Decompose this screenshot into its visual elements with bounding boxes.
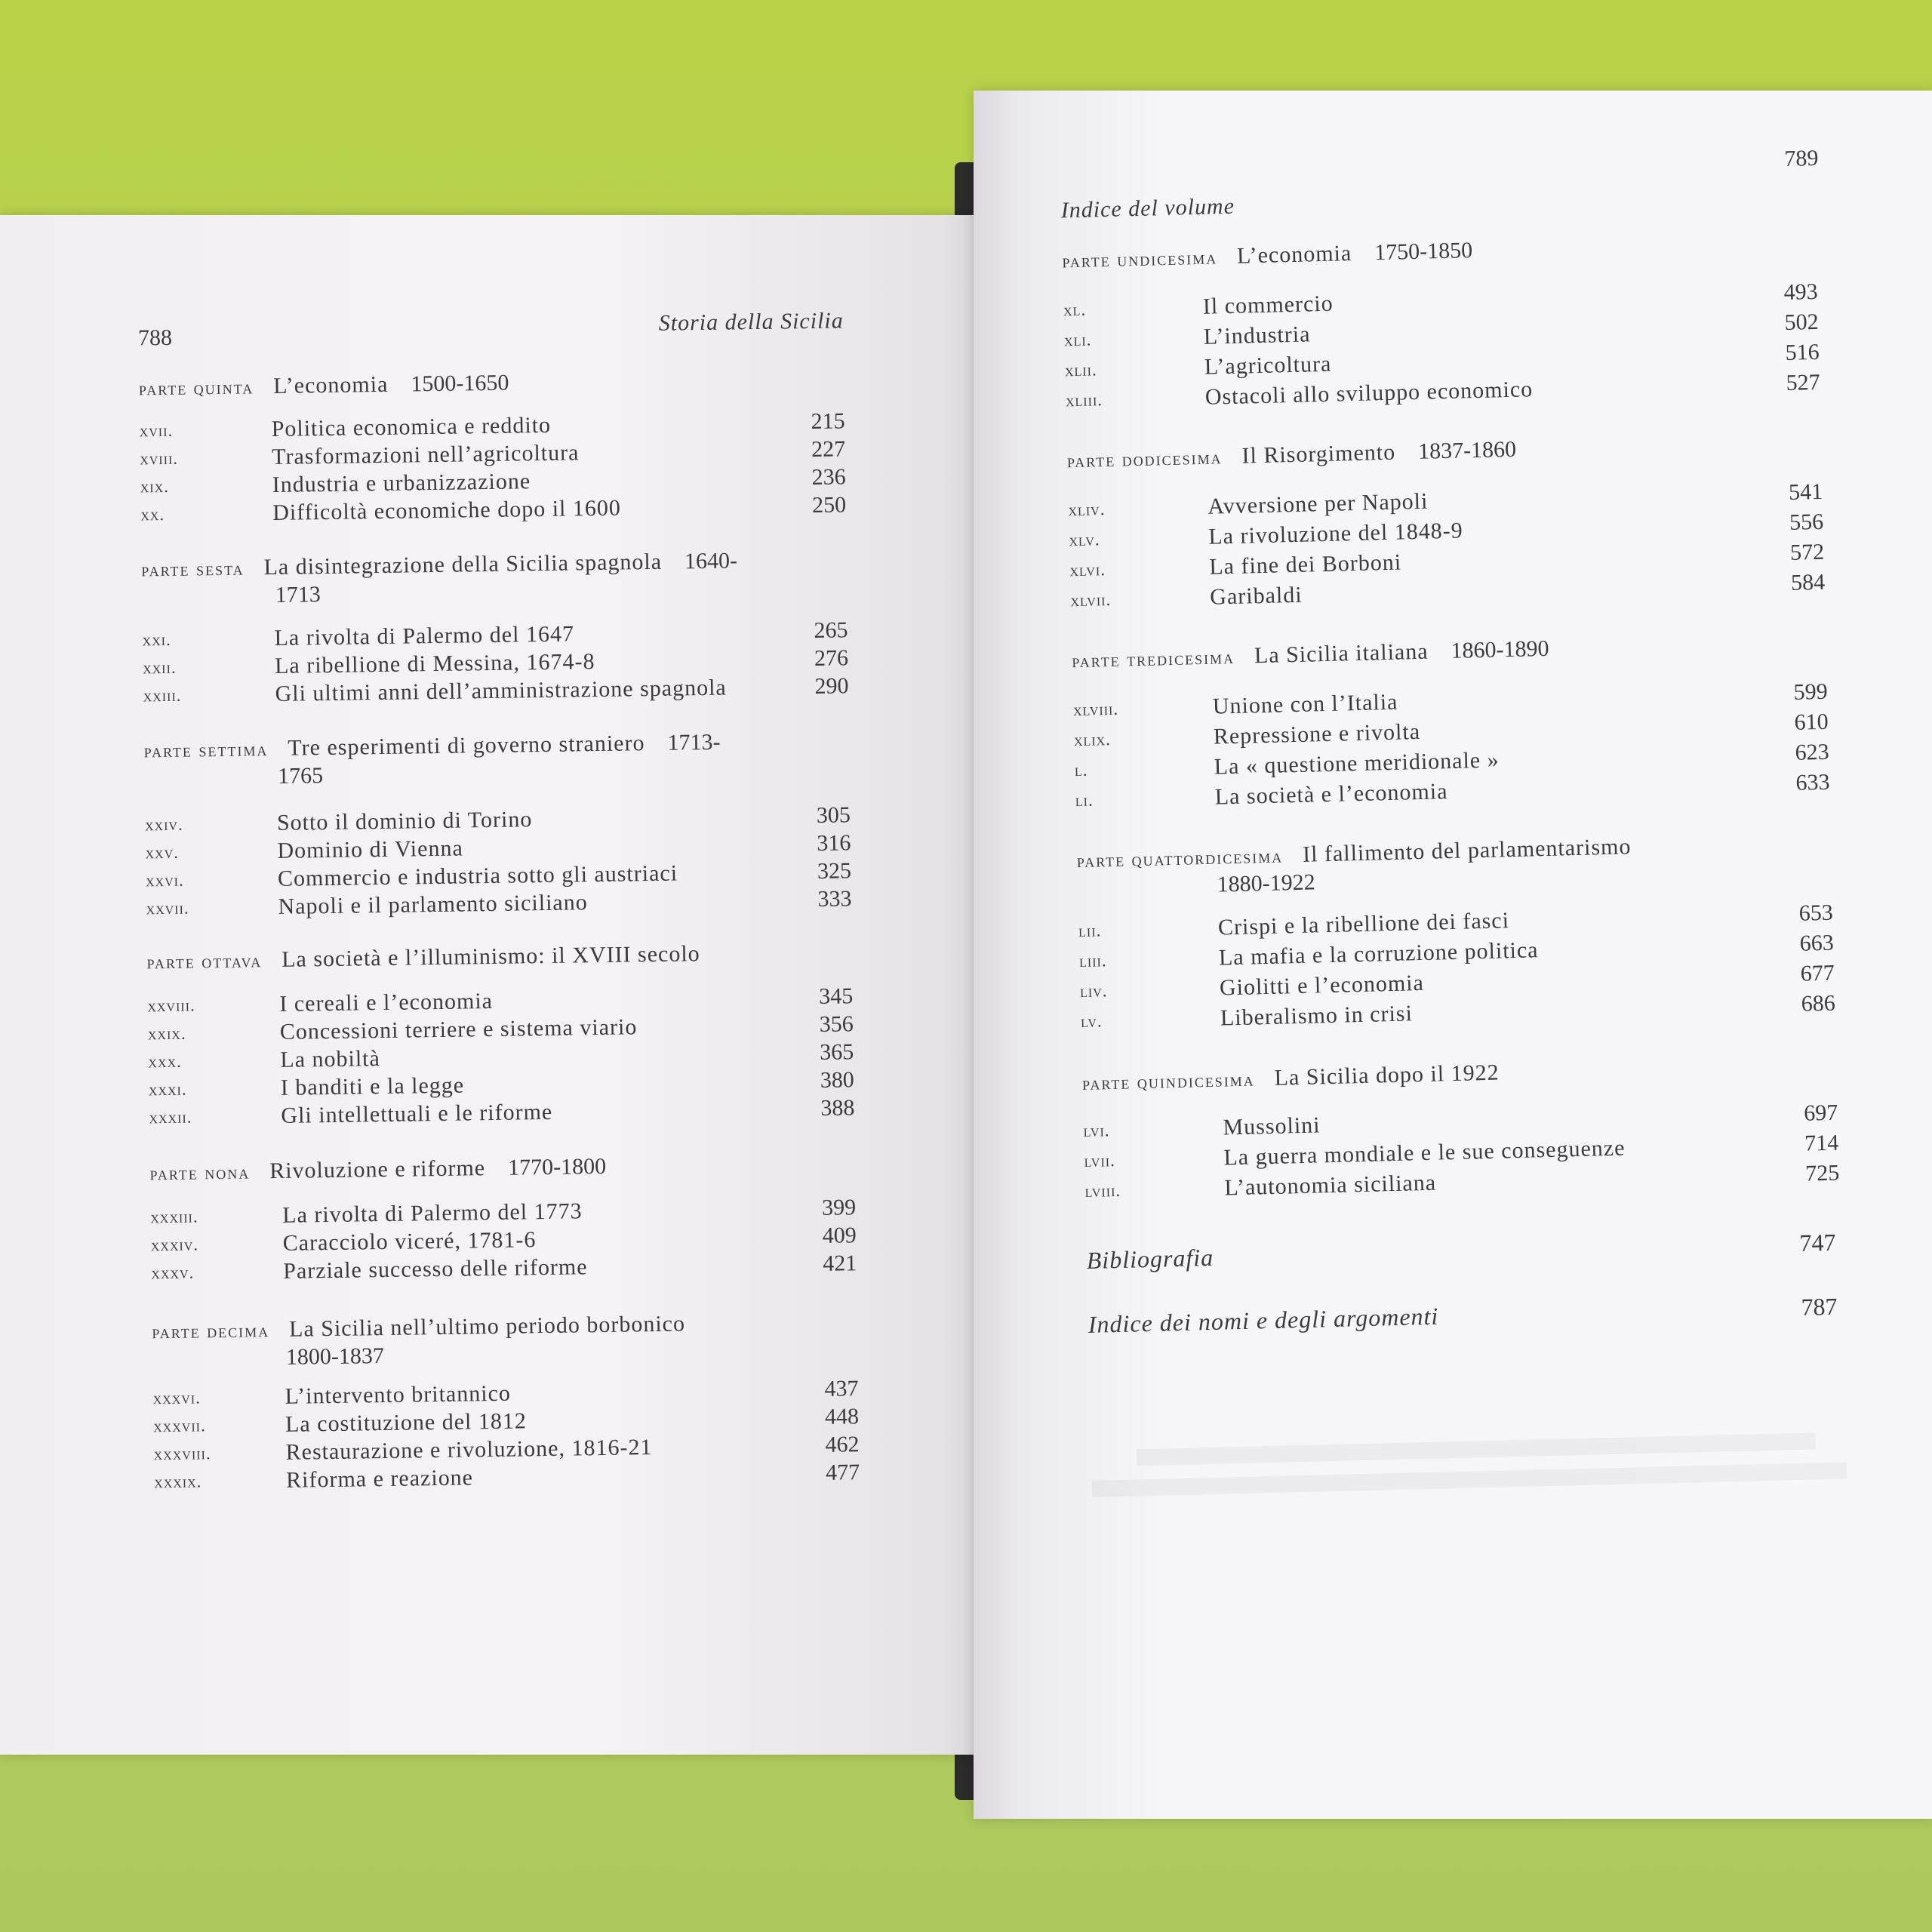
part-title: La Sicilia italiana	[1254, 638, 1429, 669]
part-title: Tre esperimenti di governo straniero	[288, 731, 645, 761]
part-label: parte quindicesima	[1081, 1068, 1256, 1095]
chapter-page: 356	[819, 1011, 854, 1037]
chapter-number: liv.	[1079, 981, 1108, 1001]
chapter-title: Repressione e rivolta	[1213, 718, 1421, 749]
part-label: parte undicesima	[1062, 246, 1218, 272]
chapter-page: 686	[1801, 990, 1836, 1017]
chapter-title: Napoli e il parlamento siciliano	[278, 890, 588, 919]
chapter-title: Crispi e la ribellione dei fasci	[1217, 908, 1510, 940]
chapter-page: 633	[1795, 769, 1830, 795]
chapter-number: xxxvii.	[152, 1416, 206, 1436]
part-dates-continued: 1713	[275, 582, 321, 608]
chapter-title: Ostacoli allo sviluppo economico	[1204, 377, 1534, 410]
chapter-page: 448	[824, 1404, 860, 1429]
part-title: Rivoluzione e riforme	[269, 1155, 486, 1184]
chapter-title: Industria e urbanizzazione	[272, 469, 531, 497]
chapter-title: La ribellione di Messina, 1674-8	[274, 649, 595, 678]
chapter-page: 572	[1789, 539, 1825, 565]
chapter-number: xxxv.	[151, 1263, 195, 1283]
part-title: La società e l’illuminismo: il XVIII secolo	[281, 941, 700, 972]
chapter-number: xvii.	[139, 420, 174, 441]
chapter-number: lviii.	[1084, 1180, 1121, 1201]
part-dates-continued: 1880-1922	[1217, 869, 1316, 897]
chapter-title: I banditi e la legge	[280, 1072, 465, 1100]
chapter-number: xxx.	[148, 1051, 182, 1072]
part-label: parte settima	[143, 738, 269, 762]
chapter-title: La rivoluzione del 1848-9	[1208, 518, 1464, 549]
chapter-page: 399	[821, 1195, 857, 1220]
part-heading	[149, 1149, 859, 1187]
part-title: La Sicilia nell’ultimo periodo borbonico	[288, 1311, 686, 1342]
part-title: L’economia	[1236, 240, 1352, 269]
part-dates: 1640-	[684, 548, 738, 574]
part-dates: 1750-1850	[1374, 238, 1473, 266]
chapter-number: xxvi.	[145, 870, 184, 891]
chapter-title: Commercio e industria sotto gli austriaci	[277, 860, 678, 891]
chapter-title: Gli intellettuali e le riforme	[281, 1099, 553, 1128]
part-heading	[1076, 829, 1832, 902]
part-dates-continued: 1765	[277, 763, 324, 789]
part-title: Il Risorgimento	[1241, 439, 1396, 469]
chapter-title: La costituzione del 1812	[285, 1408, 528, 1437]
part-heading	[152, 1308, 862, 1373]
chapter-page: 265	[814, 617, 848, 643]
part-label: parte ottava	[146, 949, 263, 974]
part-dates: 1500-1650	[411, 370, 509, 397]
bibliography-entry: Bibliografia	[1086, 1243, 1214, 1274]
chapter-number: li.	[1075, 790, 1094, 811]
chapter-page: 388	[820, 1095, 855, 1121]
part-label: parte quinta	[138, 376, 254, 400]
chapter-page: 290	[814, 673, 849, 699]
chapter-title: L’industria	[1203, 321, 1311, 349]
part-dates	[1521, 1060, 1522, 1084]
chapter-page: 477	[825, 1460, 860, 1485]
part-label: parte tredicesima	[1071, 645, 1235, 672]
chapter-page: 653	[1798, 900, 1834, 926]
chapter-page: 276	[814, 645, 849, 671]
chapter-page: 599	[1793, 678, 1829, 705]
chapter-page: 250	[811, 492, 847, 518]
part-label: parte quattordicesima	[1076, 844, 1284, 872]
chapter-number: xxii.	[142, 657, 177, 678]
chapter-page: 227	[811, 436, 846, 462]
left-running-head: Storia della Sicilia	[658, 308, 844, 336]
right-page	[974, 91, 1932, 1819]
chapter-number: l.	[1074, 760, 1088, 780]
chapter-page: 462	[825, 1432, 860, 1457]
chapter-title: Giolitti e l’economia	[1219, 970, 1425, 1001]
chapter-title: La « questione meridionale »	[1214, 747, 1500, 780]
chapter-title: La rivolta di Palermo del 1647	[274, 621, 575, 651]
chapter-number: xlii.	[1064, 360, 1097, 380]
chapter-number: xx.	[140, 504, 165, 525]
chapter-page: 714	[1804, 1130, 1839, 1156]
part-dates: 1770-1800	[507, 1153, 607, 1180]
part-title: La disintegrazione della Sicilia spagnola	[263, 549, 663, 580]
chapter-page: 697	[1803, 1100, 1838, 1126]
part-label: parte decima	[152, 1319, 270, 1343]
part-heading	[143, 727, 854, 792]
chapter-number: xxxvi.	[152, 1388, 202, 1408]
chapter-title: Riforma e reazione	[285, 1465, 474, 1493]
right-running-head: Indice del volume	[1060, 193, 1235, 223]
chapter-number: xviii.	[140, 448, 179, 469]
chapter-number: xlv.	[1069, 530, 1100, 550]
chapter-page: 316	[817, 830, 851, 856]
part-heading	[146, 938, 856, 976]
chapter-title: Avversione per Napoli	[1207, 488, 1429, 519]
chapter-number: xliii.	[1065, 390, 1103, 411]
chapter-title: La nobiltà	[280, 1046, 381, 1072]
chapter-number: xlvi.	[1069, 560, 1106, 580]
chapter-title: Caracciolo viceré, 1781-6	[282, 1227, 537, 1256]
chapter-number: xxxiii.	[150, 1207, 198, 1227]
chapter-number: xxiv.	[144, 814, 183, 835]
part-label: parte dodicesima	[1066, 446, 1223, 472]
chapter-title: Politica economica e reddito	[271, 412, 552, 441]
chapter-number: xxvii.	[146, 898, 189, 918]
part-dates: 1713-	[667, 729, 721, 755]
chapter-page: 541	[1788, 478, 1823, 505]
part-heading	[141, 546, 851, 611]
part-heading	[1066, 429, 1822, 475]
chapter-number: lv.	[1080, 1011, 1103, 1032]
chapter-number: xlix.	[1073, 729, 1112, 750]
chapter-page: 663	[1799, 930, 1835, 956]
chapter-page: 365	[820, 1039, 854, 1065]
chapter-number: lii.	[1078, 921, 1102, 941]
chapter-page: 437	[824, 1376, 859, 1401]
chapter-number: xxxix.	[153, 1472, 202, 1492]
chapter-title: L’autonomia siciliana	[1224, 1170, 1437, 1201]
chapter-page: 421	[822, 1251, 857, 1276]
chapter-title: L’intervento britannico	[285, 1380, 512, 1409]
chapter-number: liii.	[1078, 951, 1107, 971]
chapter-page: 380	[820, 1067, 855, 1093]
chapter-number: xxxi.	[148, 1079, 187, 1100]
index-page: 787	[1801, 1292, 1838, 1321]
chapter-title: I cereali e l’economia	[279, 988, 494, 1017]
bibliography-page: 747	[1799, 1228, 1836, 1257]
chapter-title: Il commercio	[1202, 291, 1334, 319]
chapter-number: xxiii.	[143, 685, 182, 706]
part-dates-continued: 1800-1837	[285, 1343, 385, 1370]
show-through-text	[1092, 1462, 1847, 1497]
part-label: parte nona	[149, 1161, 251, 1185]
chapter-number: xxix.	[147, 1023, 186, 1044]
part-heading	[1072, 629, 1827, 675]
chapter-page: 333	[817, 886, 852, 912]
chapter-page: 325	[817, 858, 852, 884]
left-page	[0, 215, 981, 1755]
chapter-page: 623	[1795, 739, 1829, 765]
part-heading	[1082, 1051, 1838, 1097]
chapter-number: xxviii.	[147, 995, 195, 1016]
chapter-page: 493	[1783, 278, 1819, 306]
chapter-page: 725	[1804, 1160, 1840, 1186]
chapter-title: Difficoltà economiche dopo il 1600	[272, 495, 622, 525]
chapter-title: Liberalismo in crisi	[1220, 1001, 1414, 1031]
chapter-page: 516	[1785, 339, 1820, 365]
part-title: La Sicilia dopo il 1922	[1274, 1060, 1500, 1091]
chapter-title: La mafia e la corruzione politica	[1218, 937, 1539, 971]
chapter-title: Sotto il dominio di Torino	[276, 807, 533, 835]
chapter-number: xix.	[140, 476, 170, 497]
chapter-page: 305	[816, 802, 851, 828]
chapter-page: 556	[1789, 509, 1824, 535]
chapter-title: Gli ultimi anni dell’amministrazione spagnola	[275, 675, 727, 706]
chapter-page: 584	[1790, 569, 1826, 595]
left-folio: 788	[137, 325, 173, 351]
right-folio: 789	[1783, 145, 1819, 171]
chapter-title: Unione con l’Italia	[1212, 689, 1398, 719]
show-through-text	[1137, 1432, 1816, 1466]
chapter-title: Dominio di Vienna	[277, 835, 463, 863]
chapter-number: xlviii.	[1072, 699, 1119, 720]
part-label: parte sesta	[141, 557, 245, 581]
chapter-title: La guerra mondiale e le sue conseguenze	[1223, 1135, 1626, 1171]
chapter-page: 215	[811, 408, 845, 434]
part-heading	[139, 370, 509, 403]
part-dates: 1860-1890	[1451, 635, 1549, 663]
part-title: L’economia	[272, 371, 389, 398]
index-entry: Indice dei nomi e degli argomenti	[1088, 1302, 1439, 1338]
part-title: Il fallimento del parlamentarismo	[1302, 834, 1632, 867]
chapter-number: xliv.	[1068, 500, 1106, 520]
chapter-page: 409	[822, 1223, 857, 1248]
chapter-number: xl.	[1063, 300, 1087, 320]
chapter-title: La società e l’economia	[1214, 779, 1448, 810]
chapter-title: La rivolta di Palermo del 1773	[282, 1198, 583, 1228]
chapter-number: xlvii.	[1070, 589, 1112, 611]
chapter-page: 527	[1786, 369, 1821, 395]
part-heading	[1062, 229, 1817, 275]
chapter-page: 345	[819, 983, 854, 1009]
chapter-number: xxxii.	[149, 1107, 192, 1128]
chapter-number: lvii.	[1084, 1151, 1116, 1171]
chapter-title: Concessioni terriere e sistema viario	[279, 1014, 638, 1044]
chapter-page: 236	[811, 464, 846, 490]
chapter-number: xxxiv.	[150, 1235, 199, 1255]
chapter-title: Mussolini	[1223, 1112, 1321, 1140]
chapter-title: Garibaldi	[1209, 582, 1303, 610]
chapter-page: 677	[1800, 960, 1835, 986]
chapter-page: 502	[1784, 309, 1820, 336]
chapter-page: 610	[1794, 709, 1829, 735]
chapter-title: Parziale successo delle riforme	[283, 1254, 588, 1284]
chapter-number: lvi.	[1083, 1121, 1110, 1141]
chapter-number: xxi.	[142, 629, 171, 650]
chapter-title: La fine dei Borboni	[1208, 549, 1402, 580]
chapter-number: xxxviii.	[153, 1444, 211, 1464]
part-dates: 1837-1860	[1417, 436, 1517, 464]
chapter-number: xxv.	[145, 842, 180, 863]
chapter-title: Trasformazioni nell’agricoltura	[271, 440, 580, 469]
chapter-number: xli.	[1063, 330, 1092, 350]
chapter-title: L’agricoltura	[1204, 351, 1332, 380]
chapter-title: Restaurazione e rivoluzione, 1816-21	[285, 1435, 653, 1465]
